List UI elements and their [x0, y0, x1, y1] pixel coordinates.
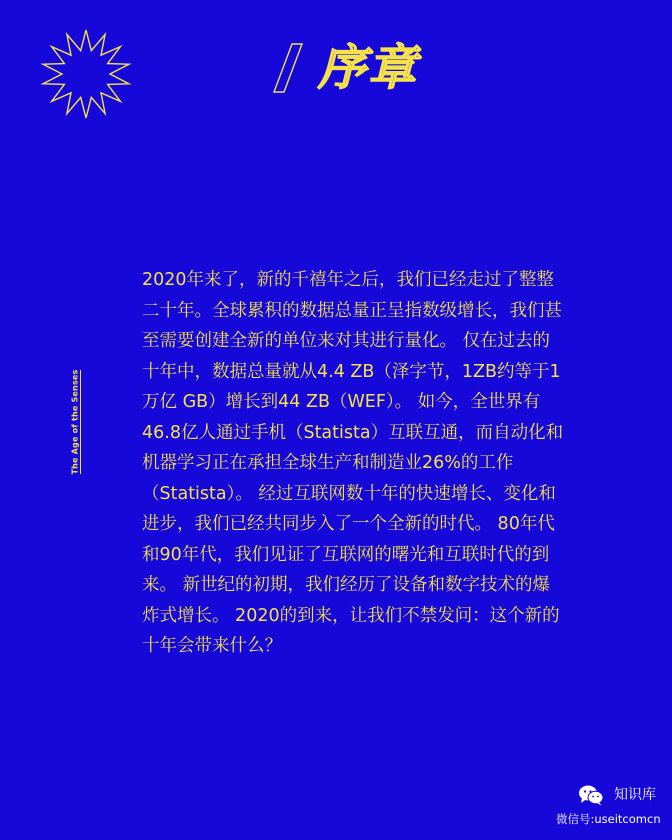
wechat-icon — [578, 784, 604, 806]
page-title: 序章 — [318, 40, 419, 96]
page-title-group — [272, 38, 418, 98]
side-label-rule — [80, 370, 81, 474]
slash-icon — [272, 42, 304, 94]
starburst-icon — [40, 28, 132, 120]
watermark-subtitle: 微信号:useitcomcn — [556, 812, 661, 826]
watermark-title: 知识库 — [614, 787, 656, 803]
side-label-text: The Age of the Senses — [70, 369, 80, 475]
watermark — [556, 782, 672, 838]
side-label — [63, 370, 83, 474]
body-paragraph: 2020年来了，新的千禧年之后，我们已经走过了整整 二十年。全球累积的数据总量正呈指数级增长，我们甚 至需要创建全新的单位来对其进行量化。 仅在过去的 十年中，数据总量就从4.4 ZB（泽字节，1ZB约等于1 万亿 GB）增长到44 ZB（WEF）。 如今，全世界有 46.8亿人通过手机（Statista）互联互通，而自动化和 机器学习正在承担全球生产和制造业26%的工作 （Statista）。 经过互联网数十年的快速增长、变化和 进步，我们已经共同步入了一个全新的时代。 80年代 和90年代，我们见证了互联网的曙光和互联时代的到 来。 新世纪的初期，我们经历了设备和数字技术的爆 炸式增长。 2020的到来，让我们不禁发问：这个新的 十年会带来什么？ — [142, 270, 564, 656]
